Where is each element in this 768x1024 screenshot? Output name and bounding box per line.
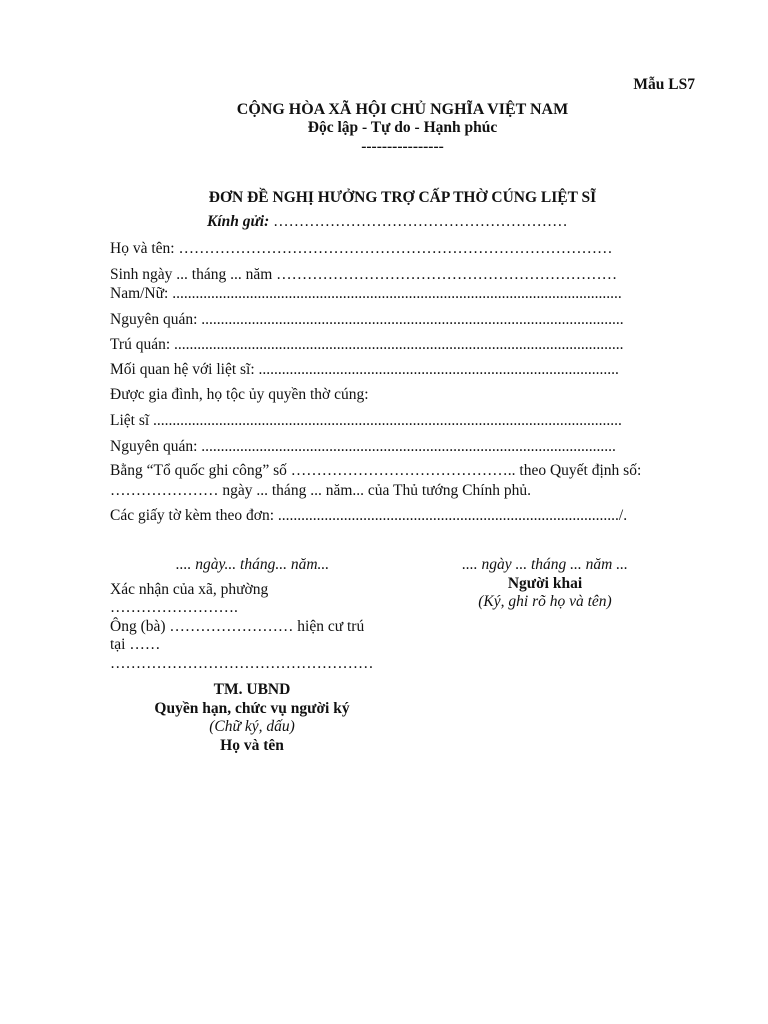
left-date-line: .... ngày... tháng... năm... xyxy=(175,556,330,573)
national-motto: Độc lập - Tự do - Hạnh phúc xyxy=(307,119,498,137)
field-gender: Nam/Nữ: .................................................................................................................... xyxy=(110,285,622,302)
recipient-line xyxy=(207,213,568,232)
applicant-sign-note: (Ký, ghi rõ họ và tên) xyxy=(478,593,612,611)
confirmation-line-1: Xác nhận của xã, phường xyxy=(110,580,269,598)
form-code: Mẫu LS7 xyxy=(633,76,695,93)
field-residence: Trú quán: .................................................................................................................... xyxy=(110,336,624,353)
ubnd-title: TM. UBND xyxy=(213,681,291,698)
field-martyr-hometown: Nguyên quán: ........................................................................................................... xyxy=(110,438,616,455)
recipient-blank: ………………………………………………… xyxy=(269,213,568,230)
ubnd-signer-name: Họ và tên xyxy=(220,736,284,754)
field-authorization: Được gia đình, họ tộc ủy quyền thờ cúng: xyxy=(110,386,369,403)
confirmation-line-2: ……………………. xyxy=(110,599,238,617)
header-separator: ---------------- xyxy=(361,137,444,155)
field-martyr-name: Liệt sĩ ......................................................................................................................... xyxy=(110,412,622,429)
ubnd-sign-note: (Chữ ký, dấu) xyxy=(209,718,295,736)
field-hometown: Nguyên quán: ............................................................................................................. xyxy=(110,311,624,328)
field-relationship: Mối quan hệ với liệt sĩ: ............................................................................................. xyxy=(110,361,619,378)
document-title: ĐƠN ĐỀ NGHỊ HƯỞNG TRỢ CẤP THỜ CÚNG LIỆT SĨ xyxy=(208,189,597,206)
confirmation-line-4: tại …… xyxy=(110,636,161,654)
right-date-line: .... ngày ... tháng ... năm ... xyxy=(462,556,628,573)
country-name: CỘNG HÒA XÃ HỘI CHỦ NGHĨA VIỆT NAM xyxy=(236,101,569,118)
field-certificate-number: Bằng “Tổ quốc ghi công” số …………………………………….. theo Quyết định số: xyxy=(110,462,642,479)
applicant-signature-block xyxy=(395,556,695,612)
ubnd-signature-block xyxy=(102,681,402,755)
field-attachments: Các giấy tờ kèm theo đơn: ......................................................................................../. xyxy=(110,507,628,524)
commune-confirmation-block xyxy=(110,556,410,674)
ubnd-signer-position: Quyền hạn, chức vụ người ký xyxy=(154,699,350,717)
recipient-label: Kính gửi: xyxy=(207,213,270,230)
confirmation-line-3: Ông (bà) …………………… hiện cư trú xyxy=(110,617,365,635)
field-full-name: Họ và tên: ………………………………………………………………………… xyxy=(110,240,613,257)
applicant-label: Người khai xyxy=(507,574,583,592)
field-decision-date: ………………… ngày ... tháng ... năm... của Thủ tướng Chính phủ. xyxy=(110,482,531,499)
national-header xyxy=(0,100,768,156)
field-birth-date: Sinh ngày ... tháng ... năm ………………………………………………………… xyxy=(110,266,618,283)
confirmation-line-5: …………………………………………… xyxy=(110,654,374,672)
